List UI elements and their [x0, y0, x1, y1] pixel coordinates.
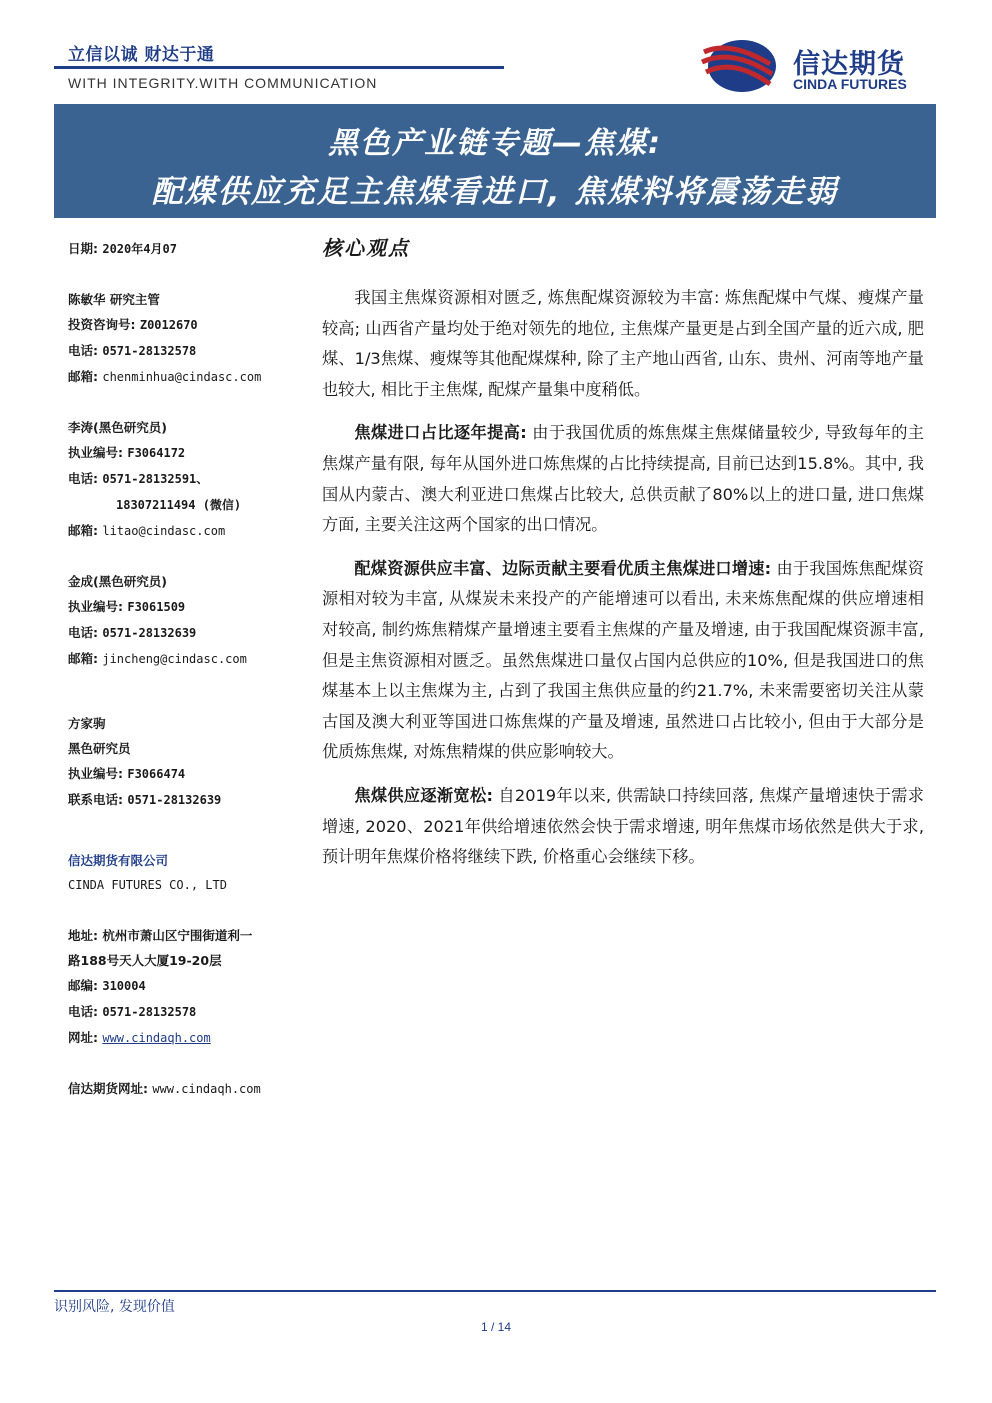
field-label: 邮箱: [68, 369, 98, 384]
website-value: www.cindaqh.com [152, 1082, 261, 1096]
address-line2: 路188号天人大厦19-20层 [68, 953, 222, 968]
field-label: 邮箱: [68, 523, 98, 538]
field-value: 18307211494 (微信) [116, 498, 242, 512]
paragraph-text: 由于我国炼焦配煤资源相对较为丰富, 从煤炭未来投产的产能增速可以看出, 未来炼焦配煤的供应增速相对较高, 制约炼焦精煤产量增速主要看主焦煤的产量及增速, 由于我国配煤资源丰富, 但是主焦资源相对匮乏。虽然焦煤进口量仅占国内总供应的10%, 但是我国进口的焦煤基本上以主焦煤为主, 占到了我国主焦供应量的约21.7%, 未来需要密切关注从蒙古国及澳大利亚等国进口炼焦煤的产量及增速, 虽然进口占比较小, 但由于大部分是优质炼焦煤, 对炼焦精煤的供应影响较大。 [322, 558, 924, 762]
core-viewpoints [322, 283, 924, 886]
section-title: 核心观点 [322, 236, 410, 260]
sidebar [68, 236, 308, 1102]
paragraph-text: 由于我国优质的炼焦煤主焦煤储量较少, 导致每年的主焦煤产量有限, 每年从国外进口炼焦煤的占比持续提高, 目前已达到15.8%。其中, 我国从内蒙古、澳大利亚进口焦煤占比较大, 总供贡献了80%以上的进口量, 进口焦煤方面, 主要关注这两个国家的出口情况。 [322, 423, 924, 535]
field-label: 电话: [68, 625, 98, 640]
field-label: 执业编号: [68, 445, 123, 460]
logo-text-en: CINDA FUTURES [793, 76, 907, 92]
field-label: 电话: [68, 471, 98, 486]
field-label: 执业编号: [68, 599, 123, 614]
address-label: 地址: [68, 928, 98, 943]
analyst-name: 李涛(黑色研究员) [68, 420, 167, 435]
page-number: 1 / 14 [480, 1320, 512, 1334]
cinda-logo-icon [700, 34, 778, 94]
header-rule [54, 66, 504, 69]
company-name-cn: 信达期货有限公司 [68, 853, 169, 868]
analyst-block [68, 711, 308, 813]
analyst-block [68, 569, 308, 672]
address-line1: 杭州市萧山区宁围街道利一 [102, 928, 253, 943]
paragraph-text: 我国主焦煤资源相对匮乏, 炼焦配煤资源较为丰富: 炼焦配煤中气煤、瘦煤产量较高; 山西省产量均处于绝对领先的地位, 主焦煤产量更是占到全国产量的近六成, 肥煤、1/3焦煤、瘦煤等其他配煤煤种, 除了主产地山西省, 山东、贵州、河南等地产量也较大, 相比于主焦煤, 配煤产量集中度稍低。 [322, 288, 924, 399]
phone-value: 0571-28132578 [102, 1005, 197, 1019]
field-label: 邮箱: [68, 651, 98, 666]
postcode-label: 邮编: [68, 978, 98, 993]
field-value: 0571-28132591、 [102, 472, 209, 486]
report-title: 黑色产业链专题—焦煤: [328, 126, 662, 161]
analyst-name: 陈敏华 研究主管 [68, 292, 160, 307]
paragraph [322, 418, 924, 540]
field-label: 电话: [68, 343, 98, 358]
slogan-cn: 立信以诚 财达于通 [68, 45, 215, 65]
field-value: 0571-28132639 [102, 626, 197, 640]
paragraph-text: 自2019年以来, 供需缺口持续回落, 焦煤产量增速快于需求增速, 2020、2021年供给增速依然会快于需求增速, 明年焦煤市场依然是供大于求, 预计明年焦煤价格将继续下跌, 价格重心会继续下移。 [322, 785, 924, 867]
paragraph-lead: 焦煤供应逐渐宽松: [354, 785, 493, 805]
footer-tagline: 识别风险, 发现价值 [54, 1299, 175, 1315]
phone-label: 电话: [68, 1004, 98, 1019]
analyst-block [68, 287, 308, 390]
email-value: chenminhua@cindasc.com [102, 370, 262, 384]
website-label: 信达期货网址: [68, 1081, 148, 1096]
site-label: 网址: [68, 1030, 98, 1045]
field-value: Z0012670 [139, 318, 198, 332]
date-value: 2020年4月07 [102, 242, 177, 256]
footer-rule [54, 1290, 936, 1292]
date-label: 日期: [68, 241, 98, 256]
paragraph [322, 283, 924, 405]
field-value: 0571-28132578 [102, 344, 197, 358]
title-banner [54, 104, 936, 218]
report-date [68, 236, 308, 262]
field-value: F3061509 [127, 600, 186, 614]
postcode-value: 310004 [102, 979, 146, 993]
field-value: F3066474 [127, 767, 186, 781]
email-value: litao@cindasc.com [102, 524, 226, 538]
email-value: jincheng@cindasc.com [102, 652, 247, 666]
paragraph-lead: 焦煤进口占比逐年提高: [354, 423, 527, 443]
logo-text-cn: 信达期货 [793, 49, 905, 80]
paragraph-lead: 配煤资源供应丰富、边际贡献主要看优质主焦煤进口增速: [354, 558, 772, 578]
company-name-en: CINDA FUTURES CO., LTD [68, 878, 227, 892]
field-label: 联系电话: [68, 792, 123, 807]
field-label: 黑色研究员 [68, 741, 131, 756]
field-value: 0571-28132639 [127, 793, 222, 807]
analyst-name: 金成(黑色研究员) [68, 574, 167, 589]
paragraph [322, 554, 924, 768]
field-value: F3064172 [127, 446, 186, 460]
site-link[interactable]: www.cindaqh.com [102, 1031, 211, 1045]
slogan-en: WITH INTEGRITY.WITH COMMUNICATION [68, 75, 378, 91]
paragraph [322, 781, 924, 873]
analyst-block [68, 415, 308, 544]
field-label: 投资咨询号: [68, 317, 136, 332]
analyst-name: 方家驹 [68, 716, 106, 731]
field-label: 执业编号: [68, 766, 123, 781]
report-subtitle: 配煤供应充足主焦煤看进口, 焦煤料将震荡走弱 [151, 174, 839, 210]
